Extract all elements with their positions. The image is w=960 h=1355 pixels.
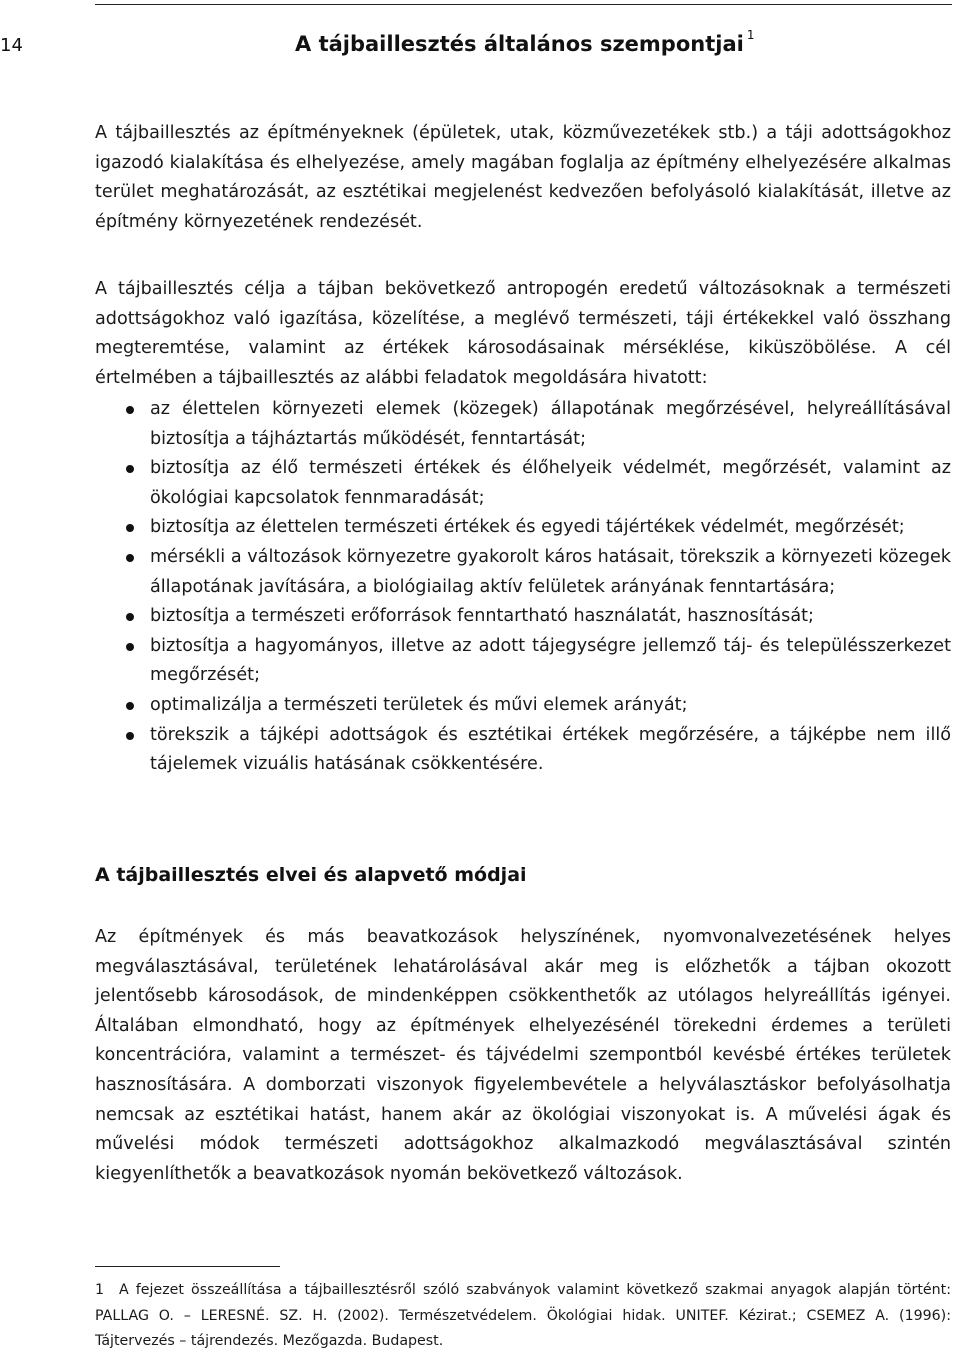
bullet-icon	[126, 732, 134, 740]
bullet-icon	[126, 702, 134, 710]
chapter-title-text: A tájbaillesztés általános szempontjai	[295, 32, 744, 56]
bullet-icon	[126, 613, 134, 621]
task-list	[95, 395, 951, 780]
intro-paragraph: A tájbaillesztés az építményeknek (épületek, utak, közművezetékek stb.) a táji adottságokhoz igazodó kialakítása és elhelyezése, amely magában foglalja az építmény elhelyezésére alkalmas terület meghatározását, az esztétikai megjelenést kedvezően befolyásoló kialakítását, illetve az építmény környezetének rendezését.	[95, 123, 951, 232]
list-item-text: biztosítja az élő természeti értékek és élőhelyeik védelmét, megőrzését, valamint az ökológiai kapcsolatok fennmaradását;	[150, 458, 951, 508]
list-item	[95, 543, 951, 602]
list-item-text: optimalizálja a természeti területek és művi elemek arányát;	[150, 694, 688, 715]
chapter-title	[295, 28, 755, 56]
list-item-text: törekszik a tájképi adottságok és esztétikai értékek megőrzésére, a tájképbe nem illő tájelemek vizuális hatásának csökkentésére.	[150, 724, 951, 775]
list-item	[95, 395, 951, 454]
list-item-text: mérsékli a változások környezetre gyakorolt káros hatásait, törekszik a környezeti közegek állapotának javítására, a biológiailag aktív felületek arányának fenntartására;	[150, 546, 951, 597]
section-paragraph: Az építmények és más beavatkozások helyszínének, nyomvonalvezetésének helyes megválasztásával, területének lehatárolásával akár meg is előzhetők a tájban okozott jelentősebb károsodások, de mindenképpen csökkenthetők az utólagos helyreállítás igényei. Általában elmondható, hogy az építmények elhelyezésénél törekedni érdemes a területi koncentrációra, valamint a természet- és tájvédelmi szempontból kevésbé értékes területek hasznosítására. A domborzati viszonyok figyelembevétele a helyválasztáskor befolyásolhatja nemcsak az esztétikai hatást, hanem akár az ökológiai viszonyokat is. A művelési ágak és művelési módok természeti adottságokhoz alkalmazkodó megválasztásával szintén kiegyenlíthetők a beavatkozások nyomán bekövetkező változások.	[95, 927, 951, 1184]
section-title: A tájbaillesztés elvei és alapvető módjai	[95, 864, 527, 886]
list-item-text: biztosítja az élettelen természeti értékek és egyedi tájértékek védelmét, megőrzését;	[150, 517, 905, 538]
footnote-mark: 1	[95, 1282, 105, 1298]
list-item-text: az élettelen környezeti elemek (közegek) állapotának megőrzésével, helyreállításával biztosítja a tájháztartás működését, fenntartását;	[150, 399, 951, 449]
bullet-icon	[126, 524, 134, 532]
list-item	[95, 721, 951, 780]
list-item	[95, 691, 951, 721]
footnote-reference: 1	[746, 28, 755, 42]
bullet-icon	[126, 465, 134, 473]
list-item	[95, 454, 951, 513]
bullet-icon	[126, 554, 134, 562]
list-item	[95, 632, 951, 691]
list-item	[95, 513, 951, 543]
bullet-icon	[126, 643, 134, 651]
list-item	[95, 602, 951, 632]
footnote-text: A fejezet összeállítása a tájbaillesztésről szóló szabványok valamint következő szakmai anyagok alapján történt: PALLAG O. – LERESNÉ. SZ. H. (2002). Természetvédelem. Ökológiai hidak. UNITEF. Kézirat.; CSEMEZ A. (1996): Tájtervezés – tájrendezés. Mezőgazda. Budapest.	[95, 1282, 951, 1349]
list-item-text: biztosítja a hagyományos, illetve az adott tájegységre jellemző táj- és településszerkezet megőrzését;	[150, 635, 951, 686]
list-item-text: biztosítja a természeti erőforrások fenntartható használatát, hasznosítását;	[150, 606, 814, 627]
footnote-rule	[95, 1266, 280, 1267]
footnote	[95, 1278, 951, 1355]
goal-paragraph: A tájbaillesztés célja a tájban bekövetkező antropogén eredetű változásoknak a természeti adottságokhoz való igazítása, közelítése, a meglévő természeti, táji értékekkel való összhang megteremtése, valamint az értékek károsodásainak mérséklése, kiküszöbölése. A cél értelmében a tájbaillesztés az alábbi feladatok megoldására hivatott:	[95, 279, 951, 388]
header-rule	[95, 4, 952, 5]
bullet-icon	[126, 406, 134, 414]
page-number: 14	[0, 35, 23, 56]
